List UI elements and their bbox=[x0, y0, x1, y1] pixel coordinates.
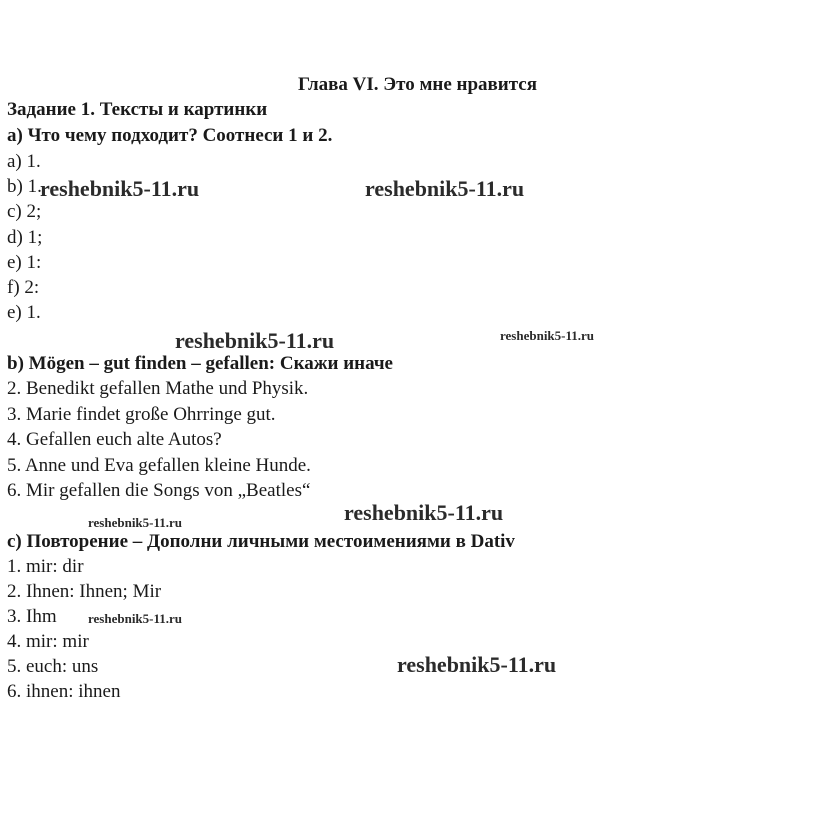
watermark: reshebnik5-11.ru bbox=[175, 328, 335, 353]
task-heading: Задание 1. Тексты и картинки bbox=[7, 99, 268, 120]
section-c-heading: c) Повторение – Дополни личными местоимениями в Dativ bbox=[7, 531, 515, 552]
watermark: reshebnik5-11.ru bbox=[40, 176, 200, 201]
section-a-line: e) 1: bbox=[7, 252, 42, 273]
section-b-line: 4. Gefallen euch alte Autos? bbox=[7, 429, 222, 450]
section-c-line: 3. Ihm bbox=[7, 606, 57, 627]
watermark: reshebnik5-11.ru bbox=[88, 611, 183, 626]
chapter-title: Глава VI. Это мне нравится bbox=[298, 74, 538, 95]
section-c-line: 4. mir: mir bbox=[7, 631, 89, 652]
section-b-line: 2. Benedikt gefallen Mathe und Physik. bbox=[7, 378, 309, 399]
section-c-line: 2. Ihnen: Ihnen; Mir bbox=[7, 581, 162, 602]
section-b-line: 6. Mir gefallen die Songs von „Beatles“ bbox=[7, 480, 311, 501]
section-a-line: d) 1; bbox=[7, 227, 43, 248]
section-c-line: 6. ihnen: ihnen bbox=[7, 681, 121, 702]
section-b-line: 5. Anne und Eva gefallen kleine Hunde. bbox=[7, 455, 311, 476]
section-c-line: 5. euch: uns bbox=[7, 656, 99, 677]
watermark: reshebnik5-11.ru bbox=[365, 176, 525, 201]
section-a-heading: a) Что чему подходит? Соотнеси 1 и 2. bbox=[7, 125, 333, 146]
section-b-line: 3. Marie findet große Ohrringe gut. bbox=[7, 404, 276, 425]
section-a-line: c) 2; bbox=[7, 201, 42, 222]
watermark: reshebnik5-11.ru bbox=[397, 652, 557, 677]
section-a-line: a) 1. bbox=[7, 151, 41, 172]
section-c-line: 1. mir: dir bbox=[7, 556, 84, 577]
section-a-line: b) 1. bbox=[7, 176, 42, 197]
section-a-line: f) 2: bbox=[7, 277, 40, 298]
watermark: reshebnik5-11.ru bbox=[88, 515, 183, 530]
section-b-heading: b) Mögen – gut finden – gefallen: Скажи иначе bbox=[7, 353, 393, 374]
watermark: reshebnik5-11.ru bbox=[500, 328, 595, 343]
section-a-line: e) 1. bbox=[7, 302, 41, 323]
watermark: reshebnik5-11.ru bbox=[344, 500, 504, 525]
